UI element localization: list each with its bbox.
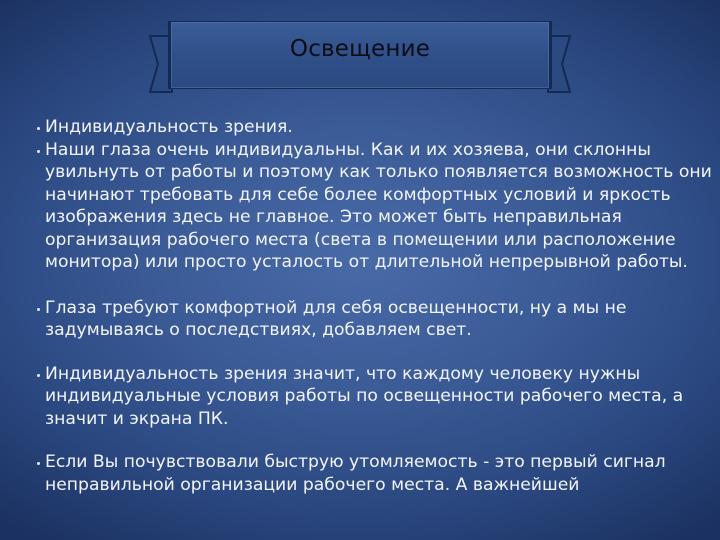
- bullet-text: Индивидуальность зрения.: [45, 117, 293, 137]
- slide-body: [28, 116, 712, 496]
- bullet-item: [28, 363, 712, 431]
- bullet-item: [28, 297, 712, 342]
- bullet-text: Индивидуальность зрения значит, что каждому человеку нужны индивидуальные условия работы по освещенности рабочего места, а значит и экрана ПК.: [45, 363, 684, 429]
- bullet-dot-icon: [37, 374, 40, 377]
- bullet-item: [28, 451, 712, 496]
- bullet-dot-icon: [37, 127, 40, 130]
- bullet-item: [28, 139, 712, 274]
- bullet-dot-icon: [37, 150, 40, 153]
- slide-title: Освещение: [289, 36, 431, 62]
- bullet-dot-icon: [37, 462, 40, 465]
- bullet-text: Глаза требуют комфортной для себя освещенности, ну а мы не задумываясь о последствиях, добавляем свет.: [45, 297, 627, 340]
- bullet-text: Если Вы почувствовали быструю утомляемость - это первый сигнал неправильной организации рабочего места. А важнейшей: [45, 452, 666, 495]
- bullet-text: Наши глаза очень индивидуальны. Как и их хозяева, они склонны увильнуть от работы и поэтому как только появляется возможность они начинают требовать для себе более комфортных условий и яркость изображения здесь не главное. Это может быть неправильная организация рабочего места (света в помещении или расположение монитора) или просто усталость от длительной непрерывной работы.: [45, 139, 712, 272]
- bullet-dot-icon: [37, 308, 40, 311]
- bullet-item: [28, 116, 712, 139]
